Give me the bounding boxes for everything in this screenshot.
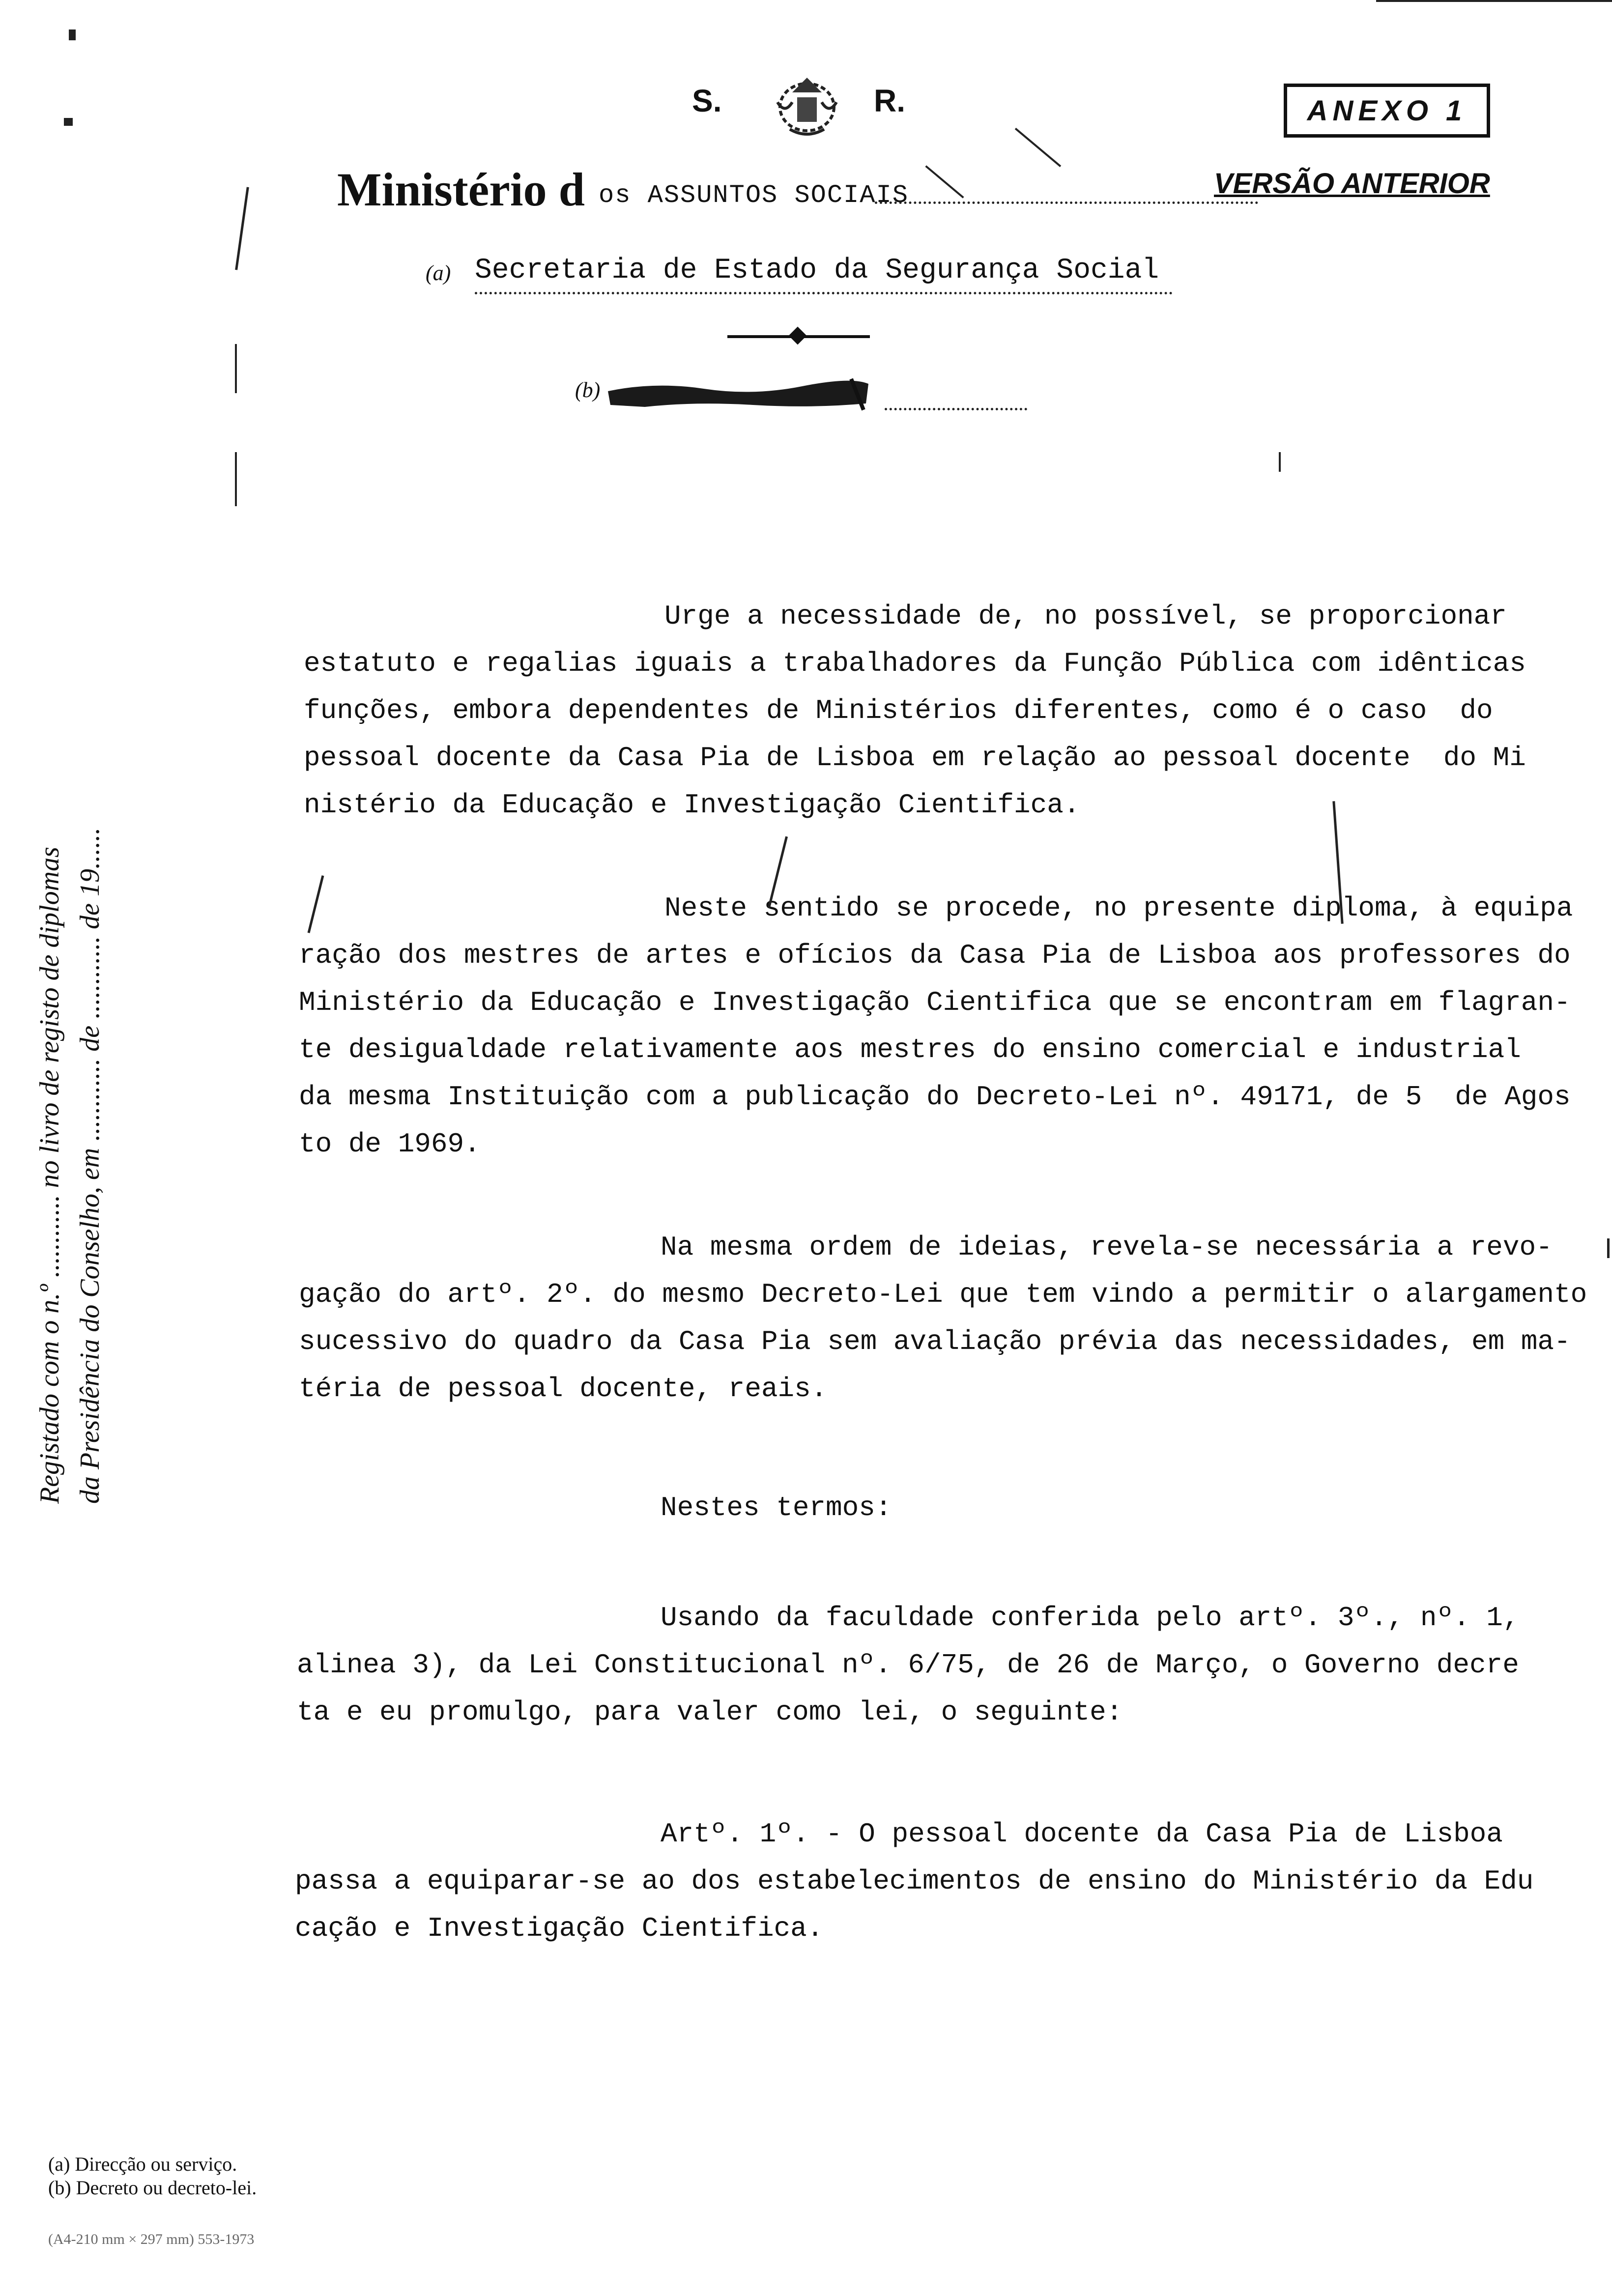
redacted-text-mark [605, 376, 871, 411]
text-line: to de 1969. [299, 1128, 481, 1160]
text-line: ração dos mestres de artes e ofícios da Casa Pia de Lisboa aos professores do [299, 940, 1571, 971]
paragraph-4: Nestes termos: [661, 1492, 892, 1523]
secretaria-dotted-line [475, 292, 1173, 294]
decree-dotted-line [885, 408, 1027, 410]
text-line: téria de pessoal docente, reais. [299, 1373, 828, 1405]
text-line: ta e eu promulgo, para valer como lei, o seguinte: [297, 1696, 1123, 1728]
text-line: Neste sentido se procede, no presente diploma, à equipa [664, 892, 1573, 924]
ministry-name: os ASSUNTOS SOCIAIS [599, 181, 909, 210]
version-note: VERSÃO ANTERIOR [1214, 168, 1490, 200]
margin-line-2: da Presidência do Conselho, em ............ de ............ de 19...... [75, 828, 105, 1504]
text-line: Ministério da Educação e Investigação Cientifica que se encontram em flagran- [299, 987, 1571, 1018]
pen-mark [235, 344, 237, 393]
text-line: cação e Investigação Cientifica. [295, 1913, 824, 1944]
pen-mark [64, 118, 73, 126]
footnote-marker-a: (a) [426, 261, 451, 285]
text-line: te desigualdade relativamente aos mestres do ensino comercial e industrial [299, 1034, 1521, 1065]
ministry-dotted-line [875, 201, 1258, 204]
diamond-icon [789, 327, 807, 345]
pen-mark [1607, 1238, 1610, 1258]
footnote-b: (b) Decreto ou decreto-lei. [48, 2177, 257, 2199]
ministry-label: Ministério d [337, 163, 585, 216]
text-line: passa a equiparar-se ao dos estabelecimentos de ensino do Ministério da Edu [295, 1866, 1534, 1897]
header-sr-left: S. [692, 83, 722, 118]
print-code: (A4-210 mm × 297 mm) 553-1973 [48, 2231, 255, 2247]
text-line: da mesma Instituição com a publicação do Decreto-Lei nº. 49171, de 5 de Agos [299, 1081, 1571, 1113]
pen-mark [235, 187, 249, 270]
pen-mark [235, 452, 237, 506]
text-line: gação do artº. 2º. do mesmo Decreto-Lei que tem vindo a permitir o alargamento [299, 1279, 1587, 1310]
text-line: Usando da faculdade conferida pelo artº. 3º., nº. 1, [661, 1602, 1520, 1634]
text-line: estatuto e regalias iguais a trabalhadores da Função Pública com idênticas [304, 648, 1526, 679]
text-line: funções, embora dependentes de Ministérios diferentes, como é o caso do [304, 695, 1493, 726]
margin-line-1: Registado com o n.º ............ no livro de registo de diplomas [34, 847, 65, 1504]
pen-mark [1376, 0, 1612, 2]
pen-mark [69, 29, 76, 40]
footnote-a: (a) Direcção ou serviço. [48, 2153, 237, 2175]
pen-mark [1015, 128, 1061, 167]
registration-margin-note [29, 545, 110, 1504]
secretaria-name: Secretaria de Estado da Segurança Social [475, 255, 1159, 287]
text-line: sucessivo do quadro da Casa Pia sem avaliação prévia das necessidades, em ma- [299, 1326, 1571, 1357]
pen-mark [308, 875, 324, 933]
text-line: Artº. 1º. - O pessoal docente da Casa Pia de Lisboa [661, 1818, 1503, 1850]
text-line: nistério da Educação e Investigação Cientifica. [304, 789, 1080, 821]
annex-stamp: ANEXO 1 [1284, 84, 1490, 138]
text-line: Urge a necessidade de, no possível, se proporcionar [664, 601, 1507, 632]
footnote-marker-b: (b) [575, 378, 601, 402]
pen-mark [925, 165, 964, 198]
text-line: pessoal docente da Casa Pia de Lisboa em relação ao pessoal docente do Mi [304, 742, 1526, 774]
pen-mark [1279, 452, 1281, 472]
header-sr-right: R. [874, 83, 905, 118]
text-line: Na mesma ordem de ideias, revela-se necessária a revo- [661, 1232, 1553, 1263]
coat-of-arms-icon [763, 68, 851, 142]
text-line: alinea 3), da Lei Constitucional nº. 6/75, de 26 de Março, o Governo decre [297, 1649, 1519, 1681]
